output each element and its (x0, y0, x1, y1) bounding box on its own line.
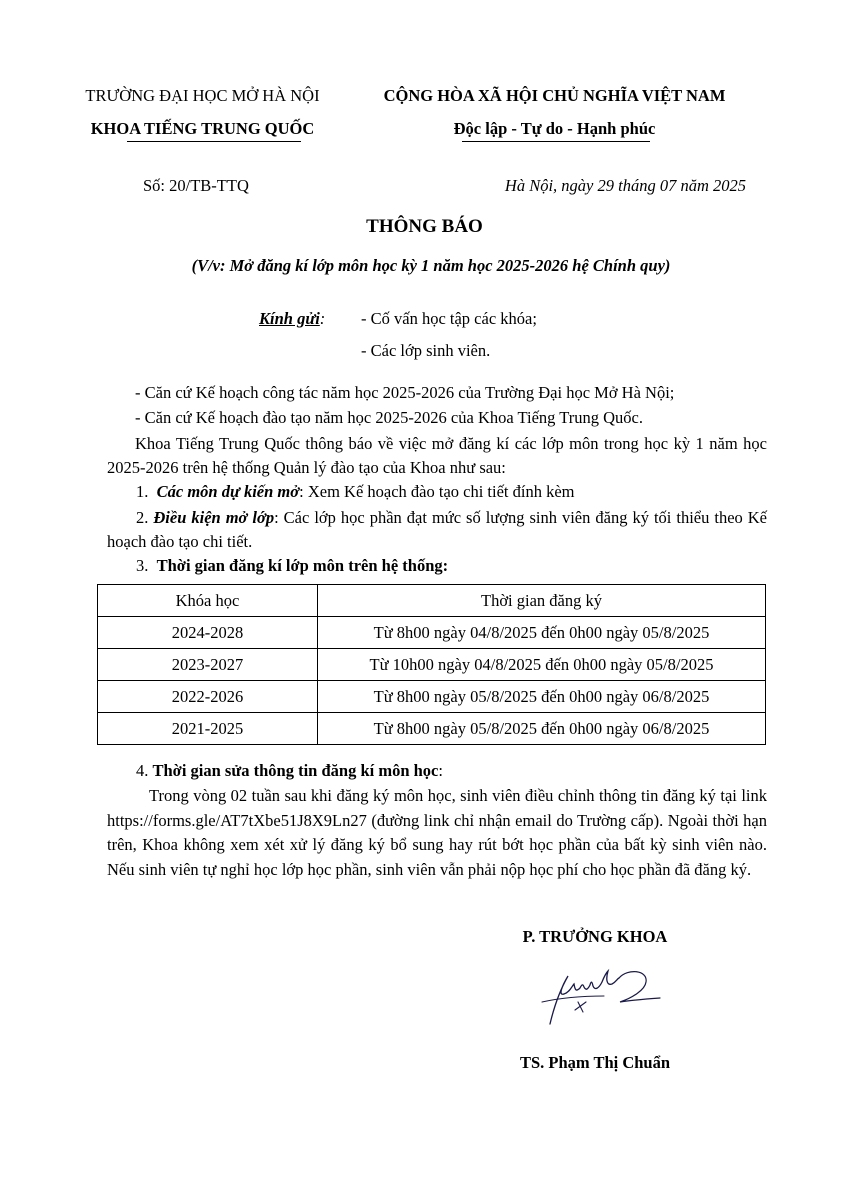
section-1-label: Các môn dự kiến mở (156, 482, 300, 501)
motto-underline (462, 141, 650, 142)
country-name: CỘNG HÒA XÃ HỘI CHỦ NGHĨA VIỆT NAM (383, 86, 726, 105)
table-header-row (98, 585, 766, 617)
section-3-number: 3. (136, 556, 149, 575)
table-cell-time: Từ 10h00 ngày 04/8/2025 đến 0h00 ngày 05/8/2025 (318, 649, 766, 681)
section-4-colon: : (438, 761, 443, 780)
section-2-number: 2. (136, 508, 149, 527)
recipients-label: Kính gửi (259, 309, 320, 328)
table-header-cell: Thời gian đăng ký (318, 585, 766, 617)
basis-item: - Căn cứ Kế hoạch đào tạo năm học 2025-2026 của Khoa Tiếng Trung Quốc. (135, 408, 643, 427)
faculty-name: KHOA TIẾNG TRUNG QUỐC (90, 119, 315, 138)
section-4 (136, 761, 443, 781)
faculty-underline (127, 141, 301, 142)
section-3 (136, 556, 448, 576)
table-cell-course: 2023-2027 (98, 649, 318, 681)
section-2-text: : Các lớp học phần đạt mức số lượng sinh viên đăng ký tối thiểu theo Kế hoạch đào tạo chi tiết. (107, 508, 768, 551)
table-row (98, 713, 766, 745)
document-subtitle: (V/v: Mở đăng kí lớp môn học kỳ 1 năm học 2025-2026 hệ Chính quy) (191, 256, 671, 275)
intro-paragraph: Khoa Tiếng Trung Quốc thông báo về việc mở đăng kí các lớp môn trong học kỳ 1 năm học 2025-2026 trên hệ thống Quản lý đào tạo của Khoa như sau: (107, 434, 767, 477)
section-4-number: 4. (136, 761, 149, 780)
recipient-item: - Cố vấn học tập các khóa; (361, 309, 537, 328)
table-cell-course: 2024-2028 (98, 617, 318, 649)
section-1 (136, 482, 575, 502)
section-2 (107, 506, 767, 554)
handwritten-signature (520, 962, 670, 1042)
table-row (98, 649, 766, 681)
document-title: THÔNG BÁO (366, 216, 483, 237)
table-cell-time: Từ 8h00 ngày 05/8/2025 đến 0h00 ngày 06/8/2025 (318, 681, 766, 713)
document-number: Số: 20/TB-TTQ (143, 176, 249, 195)
table-cell-time: Từ 8h00 ngày 05/8/2025 đến 0h00 ngày 06/8/2025 (318, 713, 766, 745)
section-2-label: Điều kiện mở lớp (153, 508, 275, 527)
table-row (98, 617, 766, 649)
signer-name: TS. Phạm Thị Chuẩn (519, 1053, 671, 1072)
table-cell-time: Từ 8h00 ngày 04/8/2025 đến 0h00 ngày 05/8/2025 (318, 617, 766, 649)
place-date: Hà Nội, ngày 29 tháng 07 năm 2025 (504, 176, 746, 195)
recipients-colon: : (319, 309, 326, 328)
table-header-cell: Khóa học (98, 585, 318, 617)
recipients-label-row (259, 309, 325, 329)
motto: Độc lập - Tự do - Hạnh phúc (453, 119, 656, 138)
section-1-number: 1. (136, 482, 149, 501)
registration-schedule-table (97, 584, 766, 745)
section-1-text: : Xem Kế hoạch đào tạo chi tiết đính kèm (299, 482, 575, 501)
university-name: TRƯỜNG ĐẠI HỌC MỞ HÀ NỘI (85, 86, 320, 105)
table-cell-course: 2021-2025 (98, 713, 318, 745)
table-row (98, 681, 766, 713)
signature-position: P. TRƯỞNG KHOA (522, 927, 668, 946)
section-4-label: Thời gian sửa thông tin đăng kí môn học (152, 761, 439, 780)
basis-item: - Căn cứ Kế hoạch công tác năm học 2025-2026 của Trường Đại học Mở Hà Nội; (135, 383, 675, 402)
table-cell-course: 2022-2026 (98, 681, 318, 713)
section-3-label: Thời gian đăng kí lớp môn trên hệ thống: (156, 556, 449, 575)
section-4-text: Trong vòng 02 tuần sau khi đăng ký môn học, sinh viên điều chỉnh thông tin đăng ký tại link https://forms.gle/AT7tXbe51J8X9Ln27 (đường link chỉ nhận email do Trường cấp). Ngoài thời hạn trên, Khoa không xem xét xử lý đăng ký bổ sung hay rút bớt học phần của bất kỳ sinh viên nào. Nếu sinh viên tự nghỉ học lớp học phần, sinh viên vẫn phải nộp học phí cho học phần đã đăng ký. (107, 786, 767, 879)
recipient-item: - Các lớp sinh viên. (361, 341, 491, 360)
